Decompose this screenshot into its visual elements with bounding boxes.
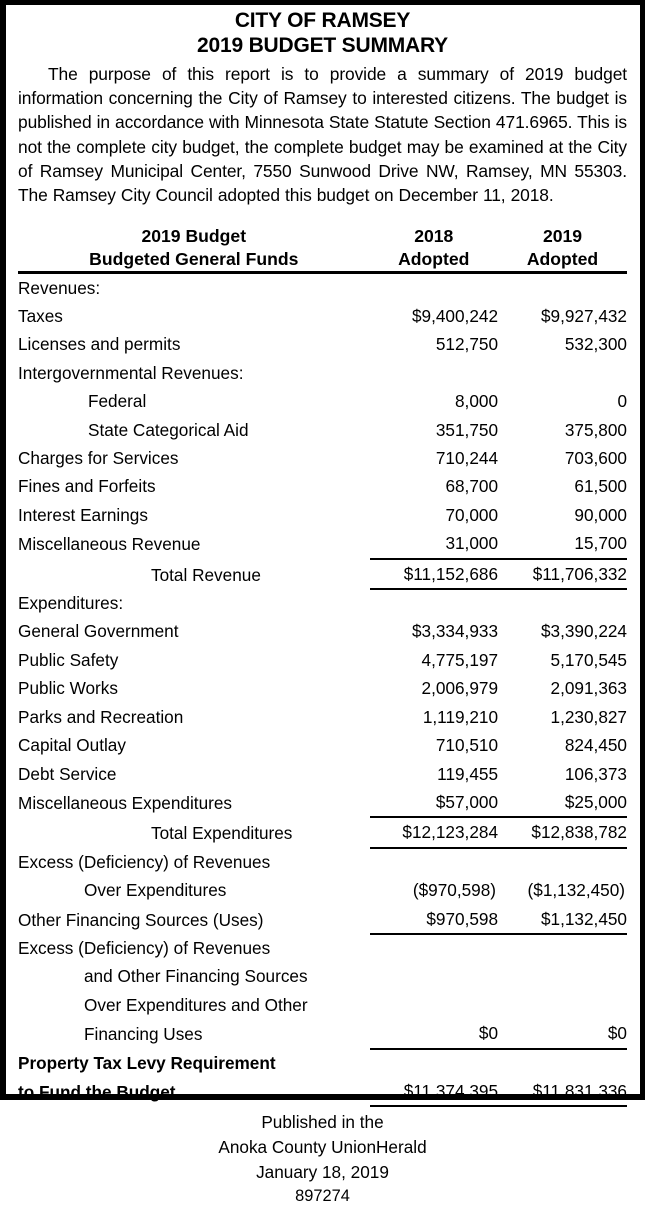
row-value-2018: 351,750 [435, 419, 499, 440]
footer-published-line: Published in the [261, 1112, 384, 1133]
row-label: Fines and Forfeits [18, 476, 156, 497]
row-value-2018: $12,123,284 [370, 817, 499, 847]
row-value-2018 [370, 934, 499, 962]
row-value-2019: 5,170,545 [550, 649, 627, 670]
table-row [18, 905, 627, 934]
row-label: General Government [18, 621, 179, 642]
title-line-summary: 2019 BUDGET SUMMARY [197, 34, 448, 57]
row-value-2019: 375,800 [564, 419, 627, 440]
row-value-2018: $0 [370, 1019, 499, 1048]
row-value-2018: 70,000 [445, 504, 499, 525]
row-label: Other Financing Sources (Uses) [18, 909, 264, 930]
row-value-2019: 0 [617, 391, 627, 412]
table-row [18, 501, 627, 529]
row-value-2018: 4,775,197 [421, 649, 499, 670]
row-value-2019: 703,600 [564, 448, 627, 469]
table-row [18, 444, 627, 472]
table-row [18, 387, 627, 415]
table-row [18, 330, 627, 358]
row-value-2018: $3,334,933 [411, 621, 499, 642]
table-header-row [18, 225, 627, 273]
table-row [18, 962, 627, 990]
row-value-2019: 2,091,363 [550, 678, 627, 699]
row-label: Federal [88, 391, 147, 412]
row-value-2019 [498, 1049, 627, 1077]
row-value-2018: 68,700 [445, 476, 499, 497]
table-row [18, 1019, 627, 1048]
row-value-2019 [498, 848, 627, 876]
footer-publication-date: January 18, 2019 [256, 1161, 389, 1182]
row-label: Capital Outlay [18, 735, 126, 756]
row-value-2019: 61,500 [574, 476, 627, 497]
row-value-2019 [498, 962, 627, 990]
row-label: Over Expenditures [84, 880, 227, 901]
footer-publication-name: Anoka County UnionHerald [218, 1136, 427, 1157]
row-value-2018: 119,455 [437, 763, 499, 784]
row-value-2018: $57,000 [370, 788, 499, 817]
row-value-2018 [370, 991, 499, 1019]
column-header-2019-adopted: 2019 Adopted [526, 225, 599, 269]
row-value-2018 [370, 589, 499, 617]
table-row [18, 302, 627, 330]
table-row [18, 646, 627, 674]
row-value-2019: 106,373 [564, 763, 627, 784]
title-line-city: CITY OF RAMSEY [234, 9, 411, 32]
row-value-2018: $11,374,395 [370, 1077, 499, 1106]
row-value-2018 [370, 274, 499, 302]
table-row [18, 274, 627, 302]
table-row [18, 529, 627, 558]
row-label: Total Revenue [151, 564, 261, 585]
column-header-label: 2019 Budget Budgeted General Funds [89, 225, 299, 269]
table-row [18, 703, 627, 731]
table-row-total [18, 817, 627, 847]
row-value-2018: 2,006,979 [421, 678, 499, 699]
table-row [18, 760, 627, 788]
row-value-2018: 31,000 [370, 529, 499, 558]
row-value-2018: ($970,598) [412, 880, 497, 901]
row-value-2019: 1,230,827 [550, 706, 627, 727]
row-value-2019 [498, 274, 627, 302]
table-row [18, 359, 627, 387]
row-value-2019: $25,000 [498, 788, 627, 817]
row-label: State Categorical Aid [88, 419, 249, 440]
row-value-2019: $0 [498, 1019, 627, 1048]
table-row [18, 991, 627, 1019]
row-value-2019: $3,390,224 [540, 621, 627, 642]
row-value-2018: 8,000 [455, 391, 499, 412]
table-row [18, 788, 627, 817]
row-label: Miscellaneous Revenue [18, 534, 201, 555]
row-value-2019 [498, 934, 627, 962]
row-value-2019: 824,450 [564, 735, 627, 756]
table-row-total [18, 1077, 627, 1106]
row-label: Total Expenditures [151, 823, 293, 844]
row-label: Public Safety [18, 649, 119, 670]
row-label: Public Works [18, 678, 118, 699]
column-header-2018-adopted: 2018 Adopted [398, 225, 470, 269]
table-row [18, 617, 627, 645]
row-value-2019 [498, 991, 627, 1019]
row-value-2018 [370, 962, 499, 990]
row-label: Taxes [18, 306, 63, 327]
row-label: Revenues: [18, 277, 101, 298]
row-value-2018: $9,400,242 [411, 306, 499, 327]
row-label: Expenditures: [18, 593, 124, 614]
budget-table [18, 225, 627, 1108]
row-label: Financing Uses [84, 1024, 203, 1045]
row-value-2018: 512,750 [435, 334, 499, 355]
row-value-2019: $11,831,336 [498, 1077, 627, 1106]
row-value-2018 [370, 1049, 499, 1077]
publication-footer [18, 1110, 627, 1208]
table-row [18, 1049, 627, 1077]
row-value-2019 [498, 359, 627, 387]
row-value-2019: $12,838,782 [498, 817, 627, 847]
row-value-2019: ($1,132,450) [527, 880, 625, 901]
table-row-total [18, 559, 627, 589]
row-value-2018: 710,510 [435, 735, 499, 756]
table-row [18, 934, 627, 962]
row-label: Miscellaneous Expenditures [18, 792, 233, 813]
row-label: Intergovernmental Revenues: [18, 362, 244, 383]
row-value-2019: 90,000 [574, 504, 627, 525]
table-row [18, 589, 627, 617]
row-value-2019: 15,700 [498, 529, 627, 558]
table-row [18, 876, 627, 904]
row-label: Property Tax Levy Requirement [18, 1052, 276, 1073]
row-value-2018: 1,119,210 [422, 706, 499, 727]
row-value-2019: $9,927,432 [540, 306, 627, 327]
page-title [18, 8, 627, 58]
table-row [18, 848, 627, 876]
row-label: to Fund the Budget [18, 1081, 176, 1102]
row-label: Excess (Deficiency) of Revenues [18, 937, 271, 958]
row-value-2019 [498, 589, 627, 617]
row-label: Licenses and permits [18, 334, 181, 355]
row-label: Parks and Recreation [18, 706, 184, 727]
row-value-2019: 532,300 [564, 334, 627, 355]
intro-paragraph: The purpose of this report is to provide a summary of 2019 budget information concerning the City of Ramsey to interested citizens. The budget is published in accordance with Minnesota State Statute Section 471.6965. This is not the complete city budget, the complete budget may be examined at the City of Ramsey Municipal Center, 7550 Sunwood Drive NW, Ramsey, MN 55303. The Ramsey City Council adopted this budget on December 11, 2018. [18, 64, 627, 206]
table-row [18, 472, 627, 500]
row-value-2019: $11,706,332 [498, 559, 627, 589]
table-row [18, 674, 627, 702]
row-value-2018: $970,598 [370, 905, 499, 934]
row-value-2018 [370, 359, 499, 387]
row-label: and Other Financing Sources [84, 966, 308, 987]
table-row [18, 731, 627, 759]
row-value-2018: $11,152,686 [370, 559, 499, 589]
row-value-2018: 710,244 [435, 448, 499, 469]
table-row [18, 416, 627, 444]
row-label: Interest Earnings [18, 504, 148, 525]
footer-notice-number: 897274 [295, 1187, 350, 1206]
row-label: Charges for Services [18, 448, 179, 469]
row-value-2019: $1,132,450 [498, 905, 627, 934]
row-value-2018 [370, 848, 499, 876]
row-label: Excess (Deficiency) of Revenues [18, 851, 271, 872]
row-label: Over Expenditures and Other [84, 994, 308, 1015]
row-label: Debt Service [18, 763, 117, 784]
